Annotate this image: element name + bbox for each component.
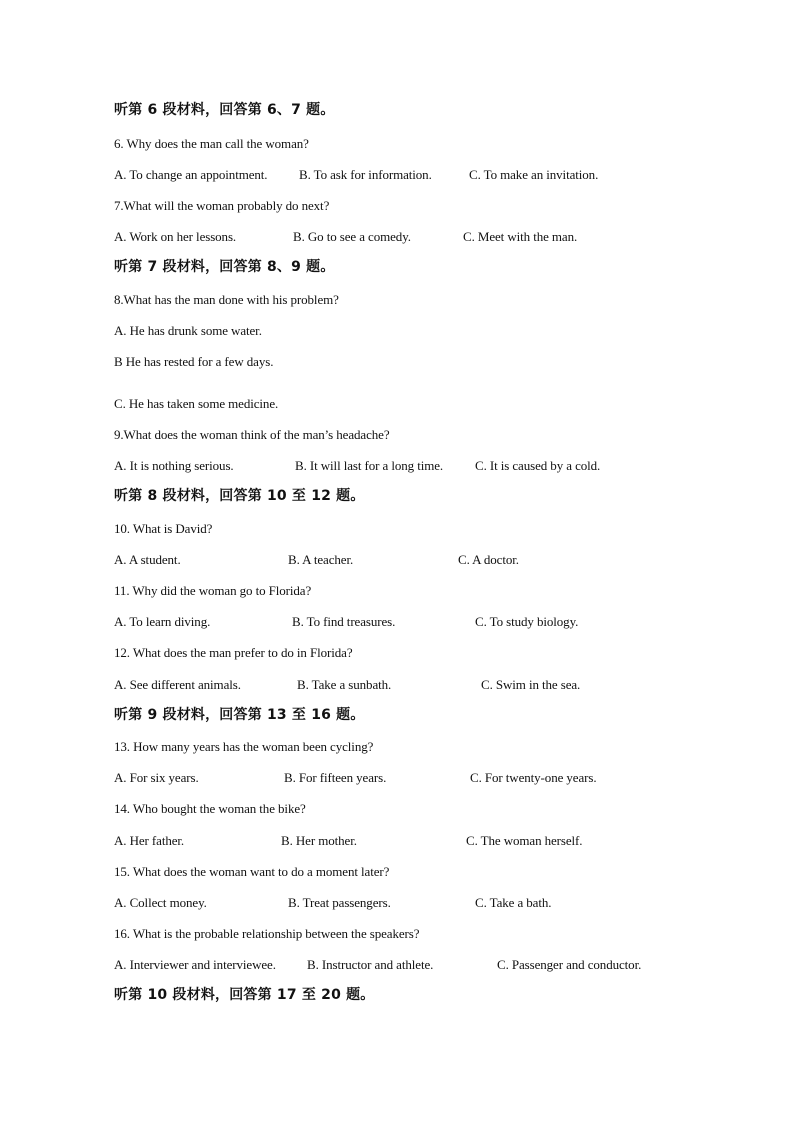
question-8-option-c: C. He has taken some medicine. (114, 396, 279, 411)
question-8-option-a: A. He has drunk some water. (114, 323, 262, 338)
section-heading-8: 听第 8 段材料，回答第 10 至 12 题。 (114, 488, 365, 504)
question-9-option-a: A. It is nothing serious. (114, 458, 234, 473)
section-heading-6: 听第 6 段材料，回答第 6、7 题。 (114, 102, 335, 118)
question-11-option-a: A. To learn diving. (114, 614, 211, 629)
question-15-option-c: C. Take a bath. (475, 895, 552, 910)
question-16-option-b: B. Instructor and athlete. (307, 957, 434, 972)
section-heading-7: 听第 7 段材料，回答第 8、9 题。 (114, 259, 335, 275)
question-14-option-a: A. Her father. (114, 833, 185, 848)
question-6-option-c: C. To make an invitation. (469, 167, 599, 182)
question-10-option-a: A. A student. (114, 552, 181, 567)
question-12: 12. What does the man prefer to do in Florida? (114, 645, 353, 660)
question-9: 9.What does the woman think of the man’s headache? (114, 427, 390, 442)
question-14-option-b: B. Her mother. (281, 833, 357, 848)
question-8: 8.What has the man done with his problem? (114, 292, 339, 307)
question-13-option-c: C. For twenty-one years. (470, 770, 597, 785)
question-16-option-c: C. Passenger and conductor. (497, 957, 642, 972)
question-15-option-a: A. Collect money. (114, 895, 207, 910)
question-10: 10. What is David? (114, 521, 213, 536)
question-7-option-b: B. Go to see a comedy. (293, 229, 411, 244)
question-15-option-b: B. Treat passengers. (288, 895, 391, 910)
question-14: 14. Who bought the woman the bike? (114, 801, 306, 816)
question-13-option-b: B. For fifteen years. (284, 770, 387, 785)
question-13: 13. How many years has the woman been cycling? (114, 739, 374, 754)
question-7-option-c: C. Meet with the man. (463, 229, 578, 244)
question-12-option-a: A. See different animals. (114, 677, 241, 692)
question-11: 11. Why did the woman go to Florida? (114, 583, 312, 598)
question-16-option-a: A. Interviewer and interviewee. (114, 957, 276, 972)
section-heading-10: 听第 10 段材料，回答第 17 至 20 题。 (114, 987, 375, 1003)
question-7-option-a: A. Work on her lessons. (114, 229, 237, 244)
question-11-option-c: C. To study biology. (475, 614, 579, 629)
question-6: 6. Why does the man call the woman? (114, 136, 309, 151)
question-9-option-b: B. It will last for a long time. (295, 458, 444, 473)
question-13-option-a: A. For six years. (114, 770, 199, 785)
question-10-option-c: C. A doctor. (458, 552, 519, 567)
question-7: 7.What will the woman probably do next? (114, 198, 330, 213)
question-10-option-b: B. A teacher. (288, 552, 354, 567)
question-12-option-c: C. Swim in the sea. (481, 677, 581, 692)
question-15: 15. What does the woman want to do a moment later? (114, 864, 390, 879)
question-9-option-c: C. It is caused by a cold. (475, 458, 601, 473)
question-16: 16. What is the probable relationship between the speakers? (114, 926, 420, 941)
question-6-option-b: B. To ask for information. (299, 167, 432, 182)
question-11-option-b: B. To find treasures. (292, 614, 396, 629)
question-6-option-a: A. To change an appointment. (114, 167, 268, 182)
question-8-option-b: B He has rested for a few days. (114, 354, 274, 369)
question-12-option-b: B. Take a sunbath. (297, 677, 392, 692)
section-heading-9: 听第 9 段材料，回答第 13 至 16 题。 (114, 707, 365, 723)
question-14-option-c: C. The woman herself. (466, 833, 583, 848)
